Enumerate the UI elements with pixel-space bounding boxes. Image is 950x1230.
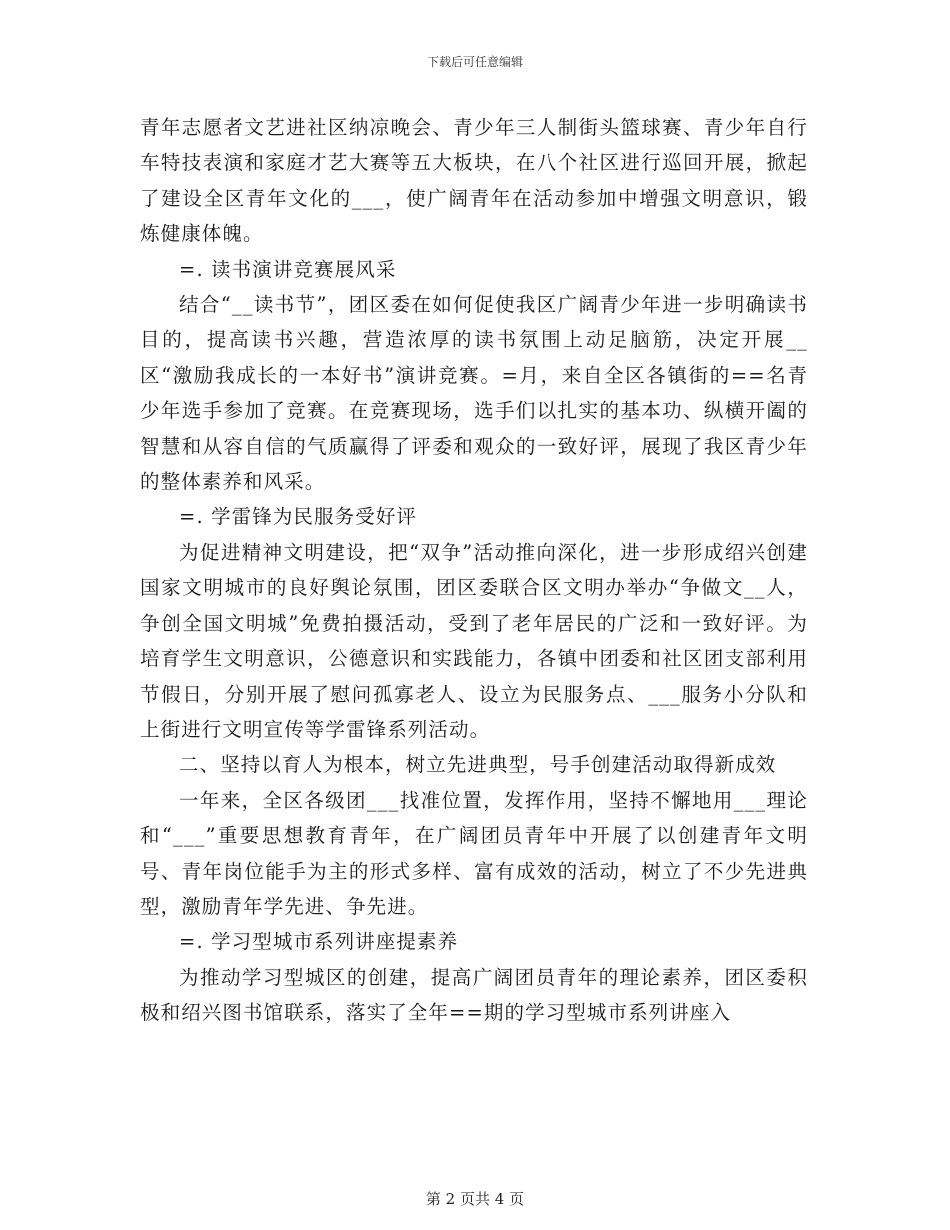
paragraph-1: 青年志愿者文艺进社区纳凉晚会、青少年三人制街头篮球赛、青少年自行车特技表演和家庭才艺大赛等五大板块，在八个社区进行巡回开展，掀起了建设全区青年文化的___，使广阔青年在活动参加中增强文明意识，锻炼健康体魄。 <box>140 116 808 246</box>
paragraph-reading-contest: 结合“__读书节”，团区委在如何促使我区广阔青少年进一步明确读书目的，提高读书兴趣，营造浓厚的读书氛围上动足脑筋，决定开展__区“激励我成长的一本好书”演讲竞赛。=月，来自全区各镇街的==名青少年选手参加了竞赛。在竞赛现场，选手们以扎实的基本功、纵横开阖的智慧和从容自信的气质赢得了评委和观众的一致好评，展现了我区青少年的整体素养和风采。 <box>140 293 808 494</box>
section-heading-reading-contest: =. 读书演讲竞赛展风采 <box>179 257 397 281</box>
document-body <box>140 110 808 1031</box>
paragraph-lei-feng: 为促进精神文明建设，把“双争”活动推向深化，进一步形成绍兴创建国家文明城市的良好舆论氛围，团区委联合区文明办举办“争做文__人，争创全国文明城”免费拍摄活动，受到了老年居民的广泛和一致好评。为培育学生文明意识，公德意识和实践能力，各镇中团委和社区团支部利用节假日，分别开展了慰问孤寡老人、设立为民服务点、___服务小分队和上街进行文明宣传等学雷锋系列活动。 <box>140 540 808 741</box>
section-heading-learning-city: =. 学习型城市系列讲座提素养 <box>179 930 459 954</box>
paragraph-education: 一年来，全区各级团___找准位置，发挥作用，坚持不懈地用___理论和“___”重要思想教育青年，在广阔团员青年中开展了以创建青年文明号、青年岗位能手为主的形式多样、富有成效的活动，树立了不少先进典型，激励青年学先进、争先进。 <box>140 788 808 918</box>
paragraph-learning-city: 为推动学习型城区的创建，提高广阔团员青年的理论素养，团区委积极和绍兴图书馆联系，落实了全年==期的学习型城市系列讲座入 <box>140 965 808 1025</box>
page-header-note: 下载后可任意编辑 <box>426 55 523 69</box>
page-number-footer: 第 2 页共 4 页 <box>425 1190 525 1208</box>
section-heading-education: 二、坚持以育人为根本，树立先进典型，号手创建活动取得新成效 <box>179 753 777 777</box>
section-heading-lei-feng: =. 学雷锋为民服务受好评 <box>179 505 418 529</box>
